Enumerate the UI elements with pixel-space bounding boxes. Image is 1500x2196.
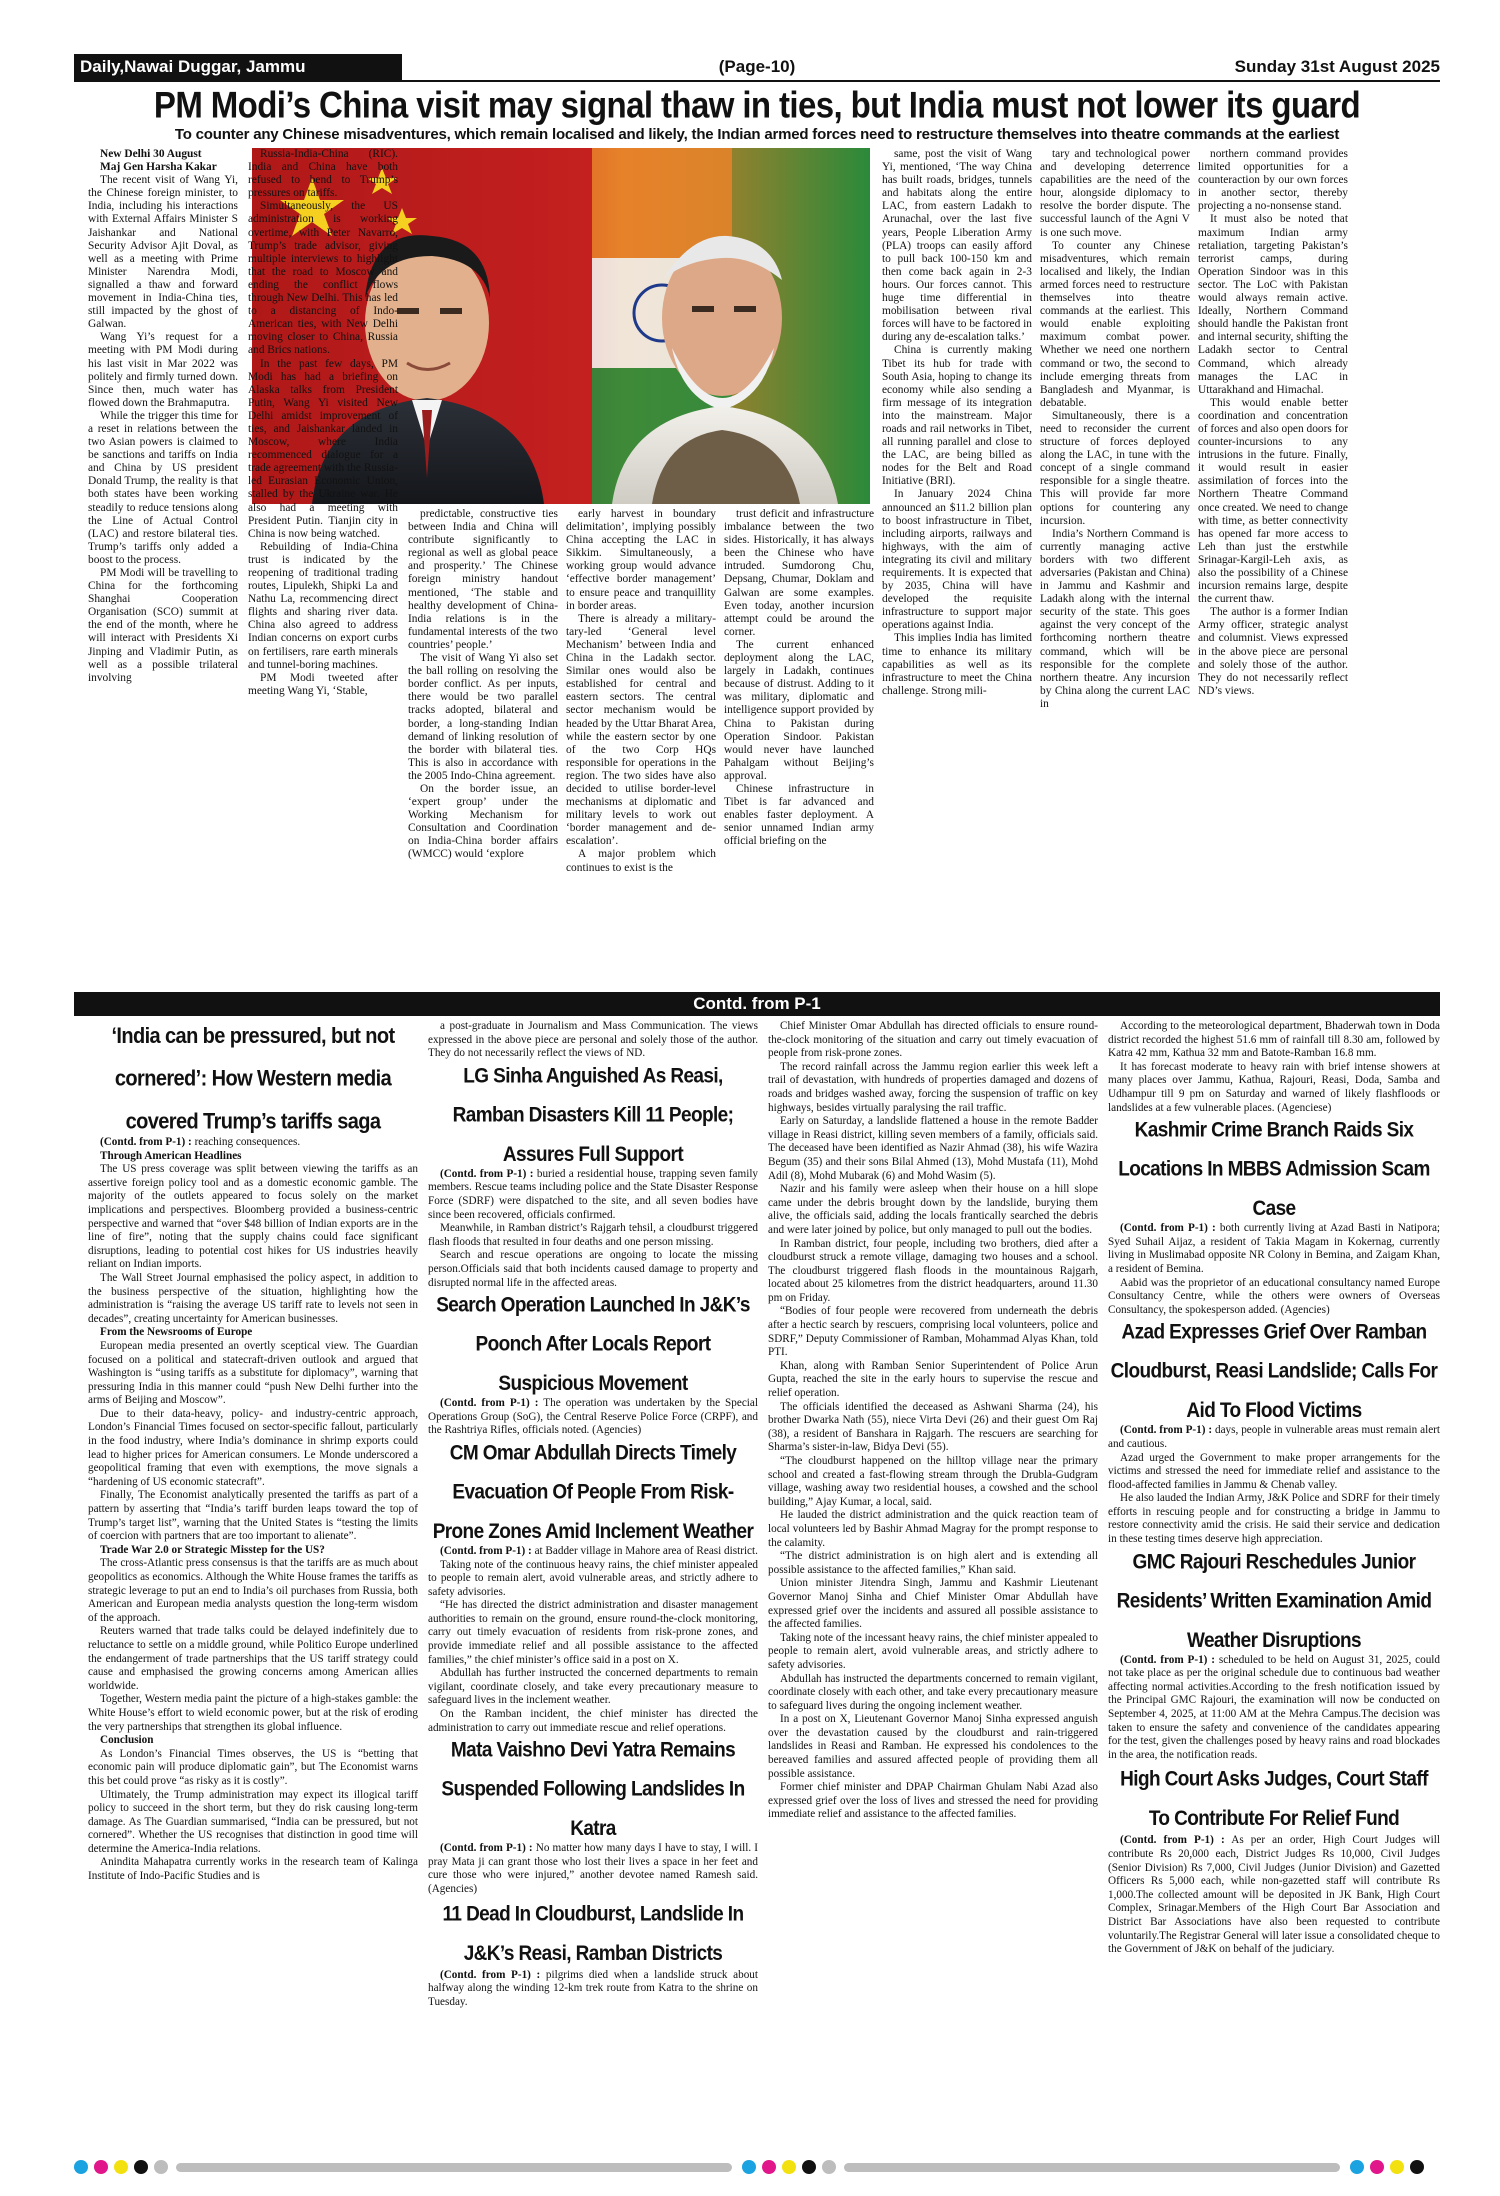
contd-tag: (Contd. from P-1) : [440,1167,534,1180]
article-title: CM Omar Abdullah Directs Timely Evacuation Of People From Risk-Prone Zones Amid Inclement Weather [432,1441,754,1544]
paragraph: He lauded the district administration and the quick reaction team of local volunteers led by Bashir Ahmad Magray for the prompt response to the calamity. [768,1509,1098,1549]
yellow-registration-dot [1390,2160,1404,2174]
byline-author: Maj Gen Harsha Kakar [100,161,217,174]
article-title: ‘India can be pressured, but not cornered’: How Western media covered Trump’s tariffs saga [111,1024,395,1134]
paragraph: Finally, The Economist analytically presented the tariffs as part of a pattern by asserting that “India’s tariff burden leaps toward the top of Trump’s target list”, warning that the United States is “testing the limits of coercion with partners that are too important to alienate”. [88,1489,418,1543]
paragraph: same, post the visit of Wang Yi, mentioned, ‘The way China has built roads, bridges, tunnels and habitats along the entire LAC, from eastern Ladakh to Arunachal, over the last five years, People Liberation Army (PLA) troops can easily afford to pull back 100-150 km and then come back again in 2-3 hours. Our forces cannot. This huge time differential in mobilisation between rival forces will have to be factored in during any de-escalation talks.’ [882,148,1032,344]
black-registration-dot [134,2160,148,2174]
paragraph: buried a residential house, trapping seven family members. Rescue teams including police and the State Disaster Response Force (SDRF) were dispatched to the site, and all seven bodies have since been recovered, officials confirmed. [428,1167,758,1221]
paragraph: both currently living at Azad Basti in Natipora; Syed Suhail Aijaz, a resident of Takia Magam in Kokernag, currently living in Muslimabad opposite NR Colony in Bemina, and Zaigam Khan, a resident of Bemina. [1108,1222,1440,1275]
grey-registration-dot [822,2160,836,2174]
paragraph: No matter how many days I have to stay, I will. I pray Mata ji can grant those who lost their lives a space in her feet and cure those who were injured,” another devotee named Ramesh said.(Agencies) [428,1842,758,1895]
contd-tag: (Contd. from P-1) : [100,1136,192,1148]
paragraph: “He has directed the district administration and disaster management authorities to remain on the ground, ensure round-the-clock monitoring, carry out timely evacuation of residents from risk-prone zones, and provide immediate relief and all possible assistance to the affected families,” the chief minister’s office said in a post on X. [428,1599,758,1666]
lead-column-4 [566,508,716,982]
subheading: Trade War 2.0 or Strategic Misstep for the US? [100,1543,325,1556]
contd-tag: (Contd. from P-1) : [440,1968,541,1981]
paragraph: PM Modi tweeted after meeting Wang Yi, ‘Stable, [248,671,398,697]
cyan-registration-dot [74,2160,88,2174]
paragraph: northern command provides limited opportunities for a counteraction by our own forces in another sector, thereby projecting a no-nonsense stand. [1198,148,1348,213]
paragraph: The US press coverage was split between viewing the tariffs as an assertive foreign policy tool and as a domestic economic gamble. The majority of the outlets appeared to focus solely on the market implications and perspectives. Bloomberg provided a business-centric perspective and warned that “over $48 billion of Indian exports are in the line of fire”, noting that the supply chains could face significant disruptions, leading to potential cost hikes for US industries heavily reliant on Indian imports. [88,1163,418,1271]
lead-column-3 [408,508,558,982]
paragraph: Reuters warned that trade talks could be delayed indefinitely due to reluctance to settle on a middle ground, while Politico Europe underlined the endangerment of trade partnerships that the US tariff strategy could cause and emphasised the growing concerns among American allies worldwide. [88,1625,418,1692]
paragraph: trust deficit and infrastructure imbalance between the two sides. Historically, it has always been the Chinese who have intruded. Sumdorong Chu, Depsang, Chumar, Doklam and Galwan are some examples. Even today, another incursion attempt could be around the corner. [724,508,874,638]
cyan-registration-dot [742,2160,756,2174]
paragraph: To counter any Chinese misadventures, which remain localised and likely, the Indian armed forces need to restructure themselves into theatre commands at the earliest. This would enable exploiting maximum combat power. Whether we need one northern command or two, the second to include emerging threats from Bangladesh and Myanmar, is debatable. [1040,239,1190,409]
paragraph: Union minister Jitendra Singh, Jammu and Kashmir Lieutenant Governor Manoj Sinha and Chief Minister Omar Abdullah have expressed grief over the incidents and assured all possible assistance to the affected families. [768,1577,1098,1631]
paragraph: On the Ramban incident, the chief minister has directed the administration to carry out immediate rescue and relief operations. [428,1708,758,1734]
masthead-rule [74,80,1440,82]
paragraph: “Bodies of four people were recovered from underneath the debris after a hectic search by rescuers, comprising local volunteers, police and SDRF,” Deputy Commissioner of Ramban, Mohammad Alyas Khan, told PTI. [768,1305,1098,1359]
paragraph: Wang Yi’s request for a meeting with PM Modi during his last visit in Mar 2022 was politely and firmly turned down. Since then, much water has flowed down the Brahmaputra. [88,331,238,409]
lower-column-2 [428,1020,758,2156]
paragraph: The Wall Street Journal emphasised the policy aspect, in addition to the business perspective of the situation, highlighting how the administration is “raising the average US tariff rate to levels not seen in decades”, creating uncertainty for American businesses. [88,1271,418,1325]
paragraph: Ultimately, the Trump administration may expect its illogical tariff policy to succeed in the short term, but they do risk causing long-term damage. As The Guardian summarised, “India can be pressured, but not cornered”. Whether the US recognises that distinction in good time will determine the America-India relations. [88,1788,418,1855]
paragraph: tary and technological power and developing deterrence capabilities are the need of the hour, alongside diplomacy to resolve the border dispute. The successful launch of the Agni V is one such move. [1040,148,1190,239]
paragraph: In January 2024 China announced an $11.2 billion plan to boost infrastructure in Tibet, including airports, railways and highways, with the aim of integrating its civil and military requirements. It is expected that by 2035, China will have developed the requisite infrastructure to support major operations against India. [882,488,1032,632]
paragraph: In a post on X, Lieutenant Governor Manoj Sinha expressed anguish over the devastation caused by the cloudburst and rain-triggered landslides in Reasi and Ramban. He expressed his condolences to the bereaved families and assured affected people of providing them all possible assistance. [768,1713,1098,1780]
paragraph: It has forecast moderate to heavy rain with brief intense showers at many places over Jammu, Kathua, Rajouri, Reasi, Doda, Samba and Udhampur till 9 pm on Saturday and warned of likely flashfloods or landslides at a few vulnerable places. (Agenciese) [1108,1060,1440,1114]
paragraph: PM Modi will be travelling to China for the forthcoming Shanghai Cooperation Organisation (SCO) summit at the end of the month, where he will interact with Presidents Xi Jinping and Vladimir Putin, as well as a possible trilateral involving [88,567,238,684]
contd-tag: (Contd. from P-1) : [1120,1653,1215,1666]
paragraph: early harvest in boundary delimitation’, implying possibly China accepting the LAC in Sikkim. Simultaneously, a working group would advance ‘effective border management’ to ensure peace and tranquillity in border areas. [566,508,716,612]
paragraph: “The cloudburst happened on the hilltop village near the primary school and created a fast-flowing stream through the Drubla-Gudgram village, washing away two residential houses, a cowshed and the school building,” Ajay Kumar, a local, said. [768,1455,1098,1508]
paragraph: This implies India has limited time to enhance its military capabilities as well as its infrastructure to meet the China challenge. Strong mili- [882,632,1032,697]
lead-column-8 [1198,148,1348,982]
paragraph: As per an order, High Court Judges will contribute Rs 20,000 each, District Judges Rs 10,000, Civil Judges (Senior Division) Rs 7,000, Civil Judges (Junior Division) and Gazetted Officers Rs 5,000 each, while non-gazetted staff will contribute Rs 1,000.The collected amount will be deposited in JK Bank, High Court Complex, Srinagar.Members of the High Court Bar Association and District Bar Associations have also been requested to contribute voluntarily.The Registrar General will later issue a consolidated cheque to the Government of J&K on behalf of the judiciary. [1108,1834,1440,1956]
magenta-registration-dot [1370,2160,1384,2174]
paragraph: A major problem which continues to exist is the [566,848,716,874]
paragraph: pilgrims died when a landslide struck about halfway along the winding 12-km trek route from Katra to the shrine on Tuesday. [428,1968,758,2008]
paragraph: Simultaneously, the US administration is working overtime, with Peter Navarro, Trump’s trade advisor, giving multiple interviews to highlight that the road to Moscow and ending the conflict flows through New Delhi. This has led to a distancing of Indo-American ties, with New Delhi moving closer to China, Russia and Brics nations. [248,200,398,357]
paragraph: “The district administration is on high alert and is extending all possible assistance to the affected families,” Khan said. [768,1550,1098,1576]
paragraph: The record rainfall across the Jammu region earlier this week left a trail of devastation, with hundreds of properties damaged and dozens of roads and bridges washed away, forcing the suspension of traffic on key highways, besides virtually paralysing the rail traffic. [768,1060,1098,1114]
paragraph: Abdullah has instructed the departments concerned to remain vigilant, coordinate closely with each other, and take every precautionary measure to safeguard lives during the ongoing inclement weather. [768,1672,1098,1712]
continued-from-page-1-bar: Contd. from P-1 [74,992,1440,1016]
paragraph: Meanwhile, in Ramban district’s Rajgarh tehsil, a cloudburst triggered flash floods that resulted in four deaths and one person missing. [428,1222,758,1248]
black-registration-dot [1410,2160,1424,2174]
paragraph: Aabid was the proprietor of an educational consultancy named Europe Consultancy Centre, while the others were owners of Overseas Consultancy, the spokesperson added. (Agencies) [1108,1276,1440,1316]
subheading: Through American Headlines [100,1149,242,1162]
contd-tag: (Contd. from P-1) : [440,1544,532,1557]
paragraph: Former chief minister and DPAP Chairman Ghulam Nabi Azad also expressed grief over the loss of lives and stressed the need for providing immediate relief and assistance to the affected families. [768,1781,1098,1821]
paragraph: As London’s Financial Times observes, the US is “betting that economic pain will produce diplomatic gain”, but The Economist warns this bet could prove “as risky as it is costly”. [88,1747,418,1787]
paragraph: Taking note of the continuous heavy rains, the chief minister appealed to people to remain alert, avoid vulnerable areas, and strictly adhere to safety advisories. [428,1558,758,1598]
paragraph: Taking note of the incessant heavy rains, the chief minister appealed to people to remain alert, avoid vulnerable areas, and strictly adhere to safety advisories. [768,1631,1098,1671]
paragraph: The visit of Wang Yi also set the ball rolling on resolving the border conflict. As per inputs, there would be two parallel tracks adopted, bilateral and border, a long-standing Indian demand of linking resolution of the border with bilateral ties. This is also in accordance with the 2005 Indo-China agreement. [408,652,558,782]
paragraph: Rebuilding of India-China trust is indicated by the reopening of traditional trading routes, Lipulekh, Shipki La and Nathu La, recommencing direct flights and sharing river data. China also agreed to address Indian concerns on export curbs on fertilisers, rare earth minerals and tunnel-boring machines. [248,540,398,671]
paragraph: While the trigger this time for a reset in relations between the two Asian powers is claimed to be sanctions and tariffs on India and China by US president Donald Trump, the reality is that both states have been working steadily to reduce tensions along the Line of Actual Control (LAC) and restore bilateral ties. Trump’s tariffs only added a boost to the process. [88,409,238,566]
article-title: Azad Expresses Grief Over Ramban Cloudburst, Reasi Landslide; Calls For Aid To Flood Victims [1110,1320,1438,1423]
paragraph: According to the meteorological department, Bhaderwah town in Doda district recorded the highest 51.6 mm of rainfall till 8.30 am, followed by Katra 42 mm, Kathua 32 mm and Batote-Ramban 16.8 mm. [1108,1020,1440,1060]
paragraph: China is currently making Tibet its hub for trade with South Asia, hoping to change its economy while also sending a firm message of its integration into the mainstream. Major roads and rail networks in Tibet, all running parallel and close to the LAC, are being billed as nodes for the Belt and Road Initiative (BRI). [882,344,1032,488]
grey-registration-dot [154,2160,168,2174]
paragraph: This would enable better coordination and concentration of forces and also open doors for counter-incursions to any intrusions in the future. Finally, it would result in easier assimilation of forces into the Northern Theatre Command once created. We need to change with time, as better connectivity has opened far more access to Leh than just the erstwhile Srinagar-Kargil-Leh axis, as also the possibility of a Chinese incursion remains large, despite the current thaw. [1198,396,1348,606]
article-title: High Court Asks Judges, Court Staff To Contribute For Relief Fund [1120,1768,1428,1831]
yellow-registration-dot [782,2160,796,2174]
article-title: 11 Dead In Cloudburst, Landslide In J&K’s Reasi, Ramban Districts [442,1902,744,1965]
paragraph: There is already a military-tary-led ‘General level Mechanism’ between India and China in the Ladakh sector. Similar ones would also be established for central and eastern sectors. The central sector mechanism would be headed by the Uttar Bharat Area, while the eastern sector by one of the two Corp HQs responsible for operations in the region. The two sides have also decided to utilise border-level mechanisms at diplomatic and military levels to work out ‘border management and de-escalation’. [566,612,716,848]
paragraph: at Badder village in Mahore area of Reasi district. [534,1544,758,1557]
paragraph: Russia-India-China (RIC). India and China have both refused to bend to Trump’s pressures on tariffs. [248,148,398,200]
lower-column-4 [1108,1020,1440,2156]
paragraph: The cross-Atlantic press consensus is that the tariffs are as much about geopolitics as economics. Although the White House frames the tariffs as strategic leverage to put an end to India’s oil purchases from Russia, both American and European media analysts question the long-term wisdom of the approach. [88,1557,418,1624]
contd-tag: (Contd. from P-1) : [1120,1424,1213,1437]
black-registration-dot [802,2160,816,2174]
paragraph: predictable, constructive ties between India and China will contribute significantly to regional as well as global peace and prosperity.’ The Chinese foreign ministry handout mentioned, ‘The stable and healthy development of China-India relations is in the fundamental interests of the two countries’ people.’ [408,508,558,651]
contd-tag: (Contd. from P-1) : [440,1397,539,1410]
paragraph: The operation was undertaken by the Special Operations Group (SoG), the Central Reserve Police Force (CRPF), and the Rashtriya Rifles, officials noted. (Agencies) [428,1397,758,1437]
contd-tag: (Contd. from P-1) : [1120,1222,1216,1235]
article-title: Search Operation Launched In J&K’s Poonch After Locals Report Suspicious Movement [436,1293,750,1396]
article-title: LG Sinha Anguished As Reasi, Ramban Disasters Kill 11 People; Assures Full Support [452,1064,734,1167]
byline-place: New Delhi 30 August [100,148,202,160]
subheading: From the Newsrooms of Europe [100,1326,253,1339]
paragraph: On the border issue, an ‘expert group’ under the Working Mechanism for Consultation and Coordination on India-China border affairs (WMCC) would ‘explore [408,782,558,861]
paragraph: reaching consequences. [194,1136,301,1148]
lead-column-1 [88,148,238,982]
article-title: GMC Rajouri Reschedules Junior Residents’ Written Examination Amid Weather Disruptions [1116,1550,1432,1653]
paragraph: scheduled to be held on August 31, 2025, could not take place as per the original schedule due to continuous bad weather affecting normal activities.According to the fresh notification issued by the Principal GMC Rajouri, the examination will now be conducted on September 4, 2025, at 11:00 AM at the Mehra Campus.The decision was taken to ensure the safety and convenience of the candidates appearing for the test, given the challenges posed by heavy rains and road blockades in the area, the notification reads. [1108,1653,1440,1761]
lead-column-7 [1040,148,1190,982]
magenta-registration-dot [94,2160,108,2174]
paragraph: The officials identified the deceased as Ashwani Sharma (24), his brother Dwarka Nath (55), niece Virta Devi (26) and their guest Om Raj (38), a resident of Banshara in Rajgarh. The rescuers are searching for Sharma’s sister-in-law, Bidya Devi (55). [768,1400,1098,1454]
paragraph: Search and rescue operations are ongoing to locate the missing person.Officials said that both incidents caused damage to property and disrupted normal life in the affected areas. [428,1249,758,1289]
lead-column-5 [724,508,874,982]
subheading: Conclusion [100,1734,154,1747]
article-title: Kashmir Crime Branch Raids Six Locations In MBBS Admission Scam Case [1118,1118,1430,1221]
lead-strap: To counter any Chinese misadventures, which remain localised and likely, the Indian armed forces need to restructure themselves into theatre commands at the earliest [174,126,1340,143]
paragraph: Anindita Mahapatra currently works in the research team of Kalinga Institute of Indo-Pacific Studies and is [88,1856,418,1883]
paragraph: days, people in vulnerable areas must remain alert and cautious. [1108,1424,1440,1450]
paragraph: It must also be noted that maximum Indian army retaliation, targeting Pakistan’s terrorist camps, during Operation Sindoor was in this sector. The LoC with Pakistan would always remain active. Ideally, Northern Command should handle the Pakistan front and internal security, shifting the Ladakh sector to Central Command, which already manages the LAC in Uttarakhand and Himachal. [1198,213,1348,396]
paragraph: European media presented an overtly sceptical view. The Guardian focused on a political and statecraft-driven outlook and argued that Washington is “using tariffs as a substitute for diplomacy”, warning that pressuring India in this manner could “push New Delhi further into the arms of Beijing and Moscow”. [88,1339,418,1407]
print-registration-bar [74,2160,1440,2176]
paragraph: He also lauded the Indian Army, J&K Police and SDRF for their timely efforts in rescuing people and for constructing a bridge in Jammu to restore connectivity amid the crisis. He said their service and dedication in these testing times deserve high appreciation. [1108,1492,1440,1546]
paper-name: Daily,Nawai Duggar, Jammu [74,54,402,80]
lead-column-6 [882,148,1032,982]
paragraph: In Ramban district, four people, including two brothers, died after a cloudburst struck a remote village, damaging two houses and a school. The cloudburst triggered flash floods in the mountainous Rajgarh, located about 25 kilometres from the district headquarters, around 11.30 pm on Friday. [768,1237,1098,1304]
paragraph: The author is a former Indian Army officer, strategic analyst and columnist. Views expressed in the above piece are personal and solely those of the author. They do not necessarily reflect ND’s views. [1198,606,1348,697]
contd-tag: (Contd. from P-1) : [440,1842,533,1855]
paragraph: Azad urged the Government to make proper arrangements for the victims and stressed the need for immediate relief and assistance to the flood-affected families in Jammu & Chenab valley. [1108,1451,1440,1491]
paragraph: The recent visit of Wang Yi, the Chinese foreign minister, to India, including his interactions with External Affairs Minister S Jaishankar and National Security Advisor Ajit Doval, as well as a meeting with Prime Minister Narendra Modi, signalled a thaw and forward movement in India-China ties, still impacted by the ghost of Galwan. [88,174,238,331]
article-title: Mata Vaishno Devi Yatra Remains Suspended Following Landslides In Katra [441,1738,745,1841]
magenta-registration-dot [762,2160,776,2174]
paragraph: Abdullah has further instructed the concerned departments to remain vigilant, coordinate closely, and take every precautionary measure to safeguard lives in the inclement weather. [428,1667,758,1707]
paragraph: Simultaneously, there is a need to reconsider the current structure of forces deployed along the LAC, in tune with the concept of a single command responsible for a single theatre. This will provide far more options for countering any incursion. [1040,409,1190,527]
paragraph: In the past few days, PM Modi has had a briefing on Alaska talks from President Putin, Wang Yi visited New Delhi amidst improvement of ties, and Jaishankar landed in Moscow, where India recommenced dialogue for a trade agreement with the Russia-led Eurasian Economic Union, stalled by the Ukraine war. He also had a meeting with President Putin. Tianjin city in China is now being watched. [248,357,398,540]
grey-registration-bar [176,2163,732,2172]
contd-tag: (Contd. from P-1) : [1120,1834,1225,1847]
lower-column-1 [88,1020,418,2156]
lower-column-3 [768,1020,1098,2156]
grey-registration-bar [844,2163,1340,2172]
yellow-registration-dot [114,2160,128,2174]
paragraph: Due to their data-heavy, policy- and industry-centric approach, London’s Financial Times focused on sector-specific fallout, particularly in the food industry, where India’s dominance in shrimp exports could lead to higher prices for American consumers. Le Monde underscored a geopolitical framing that even with exemptions, the move signals a “hardening of US economic statecraft”. [88,1407,418,1488]
cyan-registration-dot [1350,2160,1364,2174]
page-number: (Page-10) [718,57,796,76]
paragraph: The current enhanced deployment along the LAC, largely in Ladakh, continues because of distrust. Adding to it was military, diplomatic and intelligence support provided by China to Pakistan during Operation Sindoor. Pakistan would never have launched Pahalgam without Beijing’s approval. [724,638,874,782]
paragraph: Early on Saturday, a landslide flattened a house in the remote Badder village in Reasi district, killing seven members of a family, officials said. The deceased have been identified as Nazir Ahmad (38), his wife Wazira Begum (35) and their sons Bilal Ahmed (13), Mohd Mustafa (11), Mohd Adil (8), Mohd Mubarak (6) and Mohd Wasim (5). [768,1115,1098,1182]
paragraph: a post-graduate in Journalism and Mass Communication. The views expressed in the above piece are personal and solely those of the author. They do not necessarily reflect the views of ND. [428,1020,758,1060]
paragraph: Nazir and his family were asleep when their house on a hill slope came under the debris brought down by the landslide, burying them alive, the officials said, adding the locals frantically searched the debris and were later joined by police, but only managed to pull out the bodies. [768,1183,1098,1236]
lead-column-2-actual [248,148,398,982]
paragraph: Chief Minister Omar Abdullah has directed officials to ensure round-the-clock monitoring of the situation and carry out timely evacuation of people from risk-prone zones. [768,1020,1098,1060]
paragraph: Chinese infrastructure in Tibet is far advanced and enables faster deployment. A senior unnamed Indian army official briefing on the [724,782,874,848]
masthead [74,54,1440,80]
paragraph: India’s Northern Command is currently managing active borders with two different adversaries (Pakistan and China) in Jammu and Kashmir and Ladakh along with the internal security of the state. This goes against the very concept of the forthcoming northern theatre command, which will be responsible for the complete northern theatre. Any incursion by China along the current LAC in [1040,527,1190,710]
lead-headline: PM Modi’s China visit may signal thaw in ties, but India must not lower its guard [153,84,1361,126]
paragraph: Together, Western media paint the picture of a high-stakes gamble: the White House’s effort to wield economic power, but at the risk of eroding the very partnerships that strengthen its global influence. [88,1693,418,1733]
issue-date: Sunday 31st August 2025 [1234,57,1440,76]
paragraph: Khan, along with Ramban Senior Superintendent of Police Arun Gupta, reached the site in the early hours to supervise the rescue and relief operation. [768,1359,1098,1400]
